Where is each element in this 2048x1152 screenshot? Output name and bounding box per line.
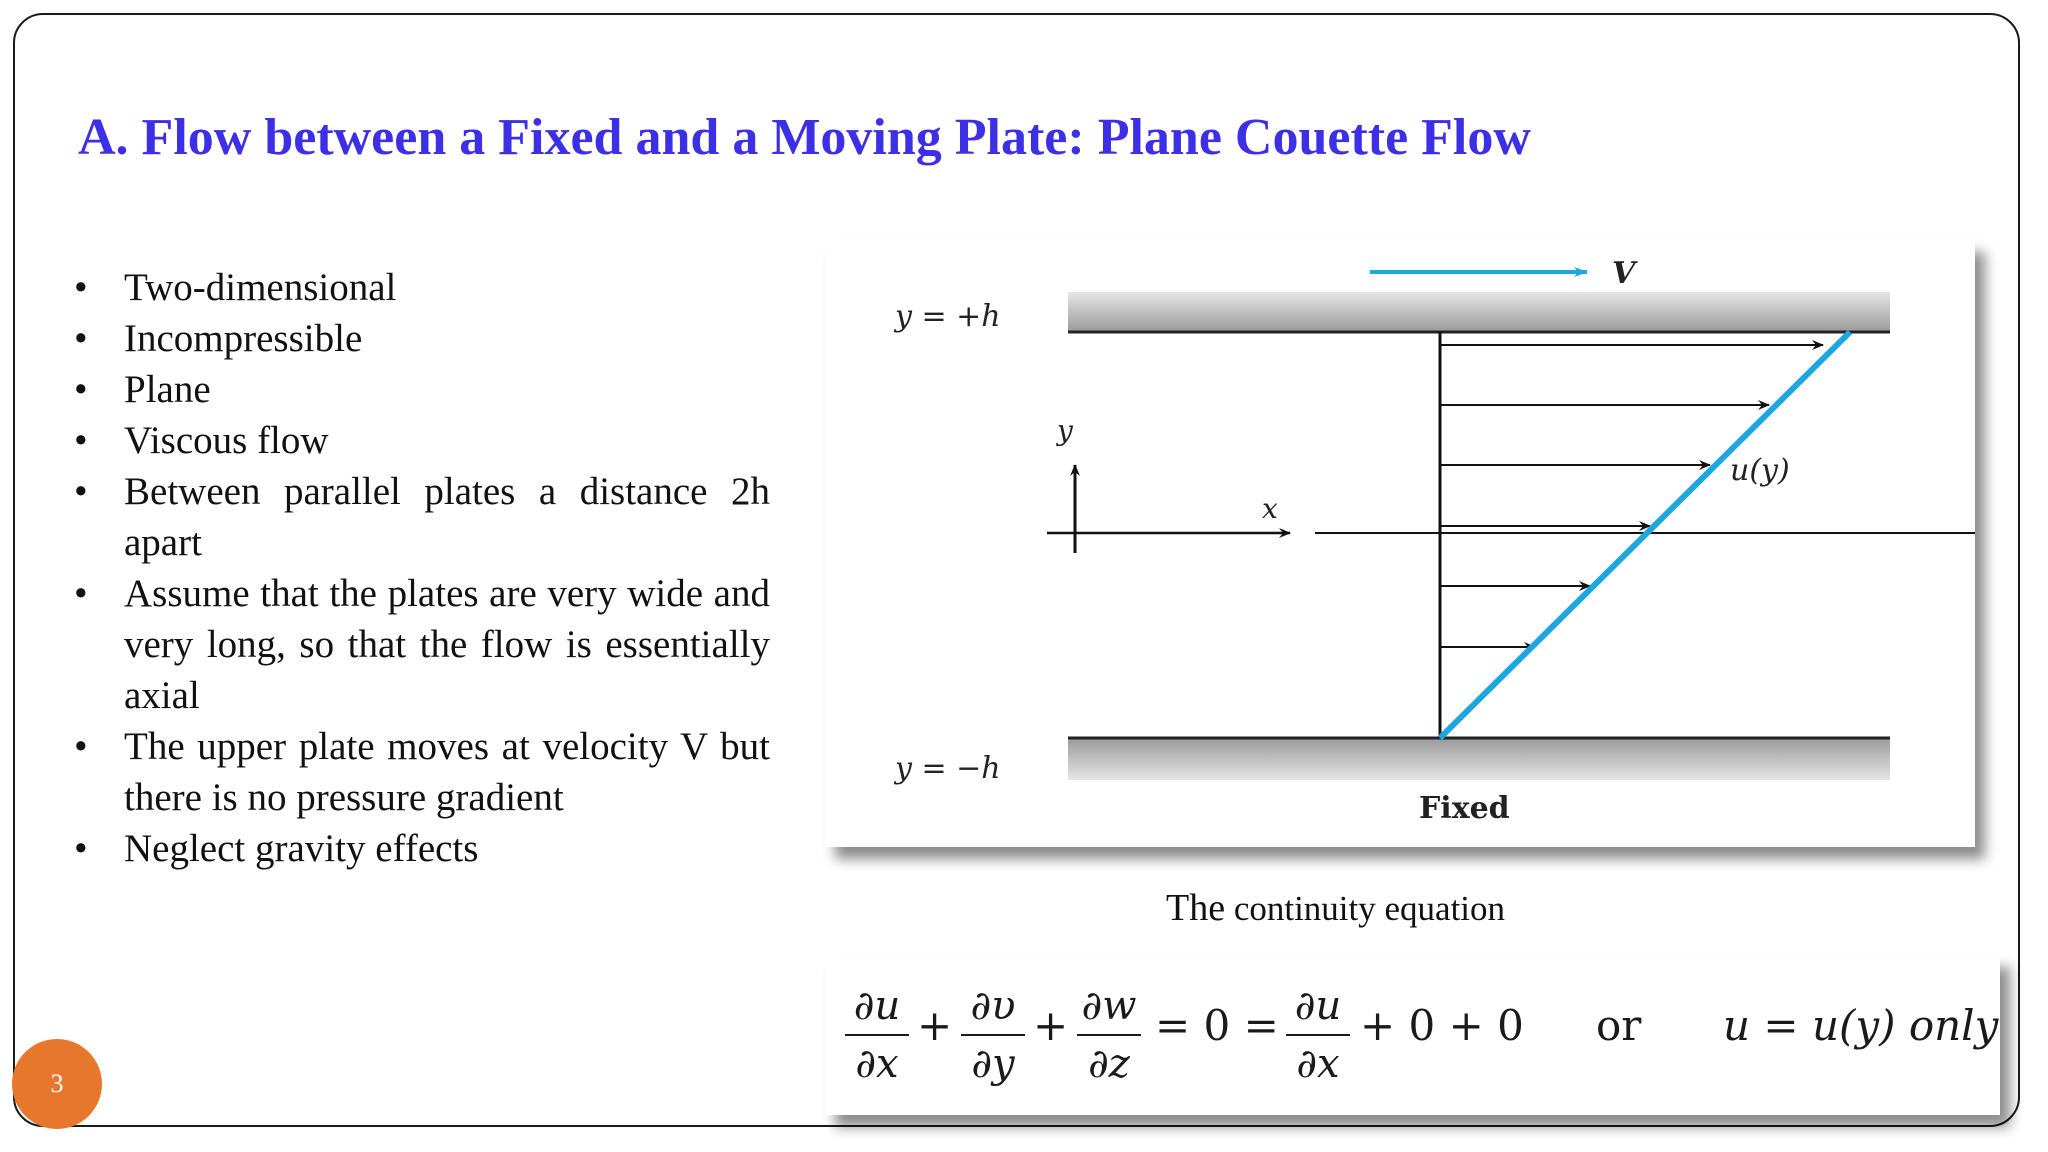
- fraction-du-dx-2: [1286, 981, 1350, 1089]
- fraction-bar: [1286, 1034, 1350, 1036]
- equation-caption: [1166, 886, 1505, 930]
- numerator: ∂υ: [970, 983, 1016, 1029]
- slide-title: A. Flow between a Fixed and a Moving Plate: Plane Couette Flow: [78, 109, 1531, 166]
- y-axis-label: y: [1057, 414, 1073, 447]
- x-axis-label: x: [1262, 492, 1278, 525]
- bullet-item: • Plane: [70, 364, 770, 415]
- bullet-item: • The upper plate moves at velocity V but there is no pressure gradient: [70, 721, 770, 823]
- velocity-label: V: [1612, 256, 1636, 291]
- bullet-item: • Viscous flow: [70, 415, 770, 466]
- bullet-list: [70, 262, 770, 874]
- numerator: ∂u: [1294, 983, 1342, 1029]
- or-word: or: [1596, 1001, 1642, 1050]
- bullet-item: • Two-dimensional: [70, 262, 770, 313]
- bottom-plate-label: y = −h: [895, 751, 1001, 786]
- denominator: ∂y: [971, 1041, 1015, 1087]
- bullet-item: • Incompressible: [70, 313, 770, 364]
- caption-rest: continuity equation: [1225, 889, 1506, 928]
- denominator: ∂x: [855, 1041, 899, 1087]
- fraction-bar: [961, 1034, 1025, 1036]
- top-plate: [1068, 292, 1890, 332]
- fixed-label: Fixed: [1419, 791, 1510, 826]
- fraction-bar: [845, 1034, 909, 1036]
- bullet-item: • Between parallel plates a distance 2h apart: [70, 466, 770, 568]
- plus-zero-plus-zero: + 0 + 0: [1360, 1001, 1524, 1050]
- equals-zero-equals: = 0 =: [1155, 1001, 1279, 1050]
- bullet-item: • Neglect gravity effects: [70, 823, 770, 874]
- couette-flow-figure: [825, 240, 1975, 847]
- fraction-du-dx: [845, 981, 909, 1089]
- page-number-badge: 3: [12, 1039, 102, 1129]
- bullet-item: • Assume that the plates are very wide and very long, so that the flow is essentially axial: [70, 568, 770, 721]
- continuity-equation: [825, 955, 2000, 1115]
- plus-sign: +: [1033, 1001, 1069, 1050]
- numerator: ∂w: [1081, 983, 1137, 1029]
- plus-sign: +: [917, 1001, 953, 1050]
- velocity-profile-line: [1440, 332, 1850, 738]
- couette-diagram: [825, 240, 1975, 847]
- equation-result: u = u(y) only: [1723, 1001, 1999, 1050]
- fraction-dw-dz: [1077, 981, 1141, 1089]
- bottom-plate: [1068, 738, 1890, 780]
- denominator: ∂z: [1088, 1041, 1130, 1087]
- numerator: ∂u: [853, 983, 901, 1029]
- fraction-dv-dy: [961, 981, 1025, 1089]
- caption-prefix: The: [1166, 887, 1226, 929]
- profile-label: u(y): [1730, 453, 1790, 488]
- denominator: ∂x: [1296, 1041, 1340, 1087]
- fraction-bar: [1077, 1034, 1141, 1036]
- top-plate-label: y = +h: [895, 299, 1001, 334]
